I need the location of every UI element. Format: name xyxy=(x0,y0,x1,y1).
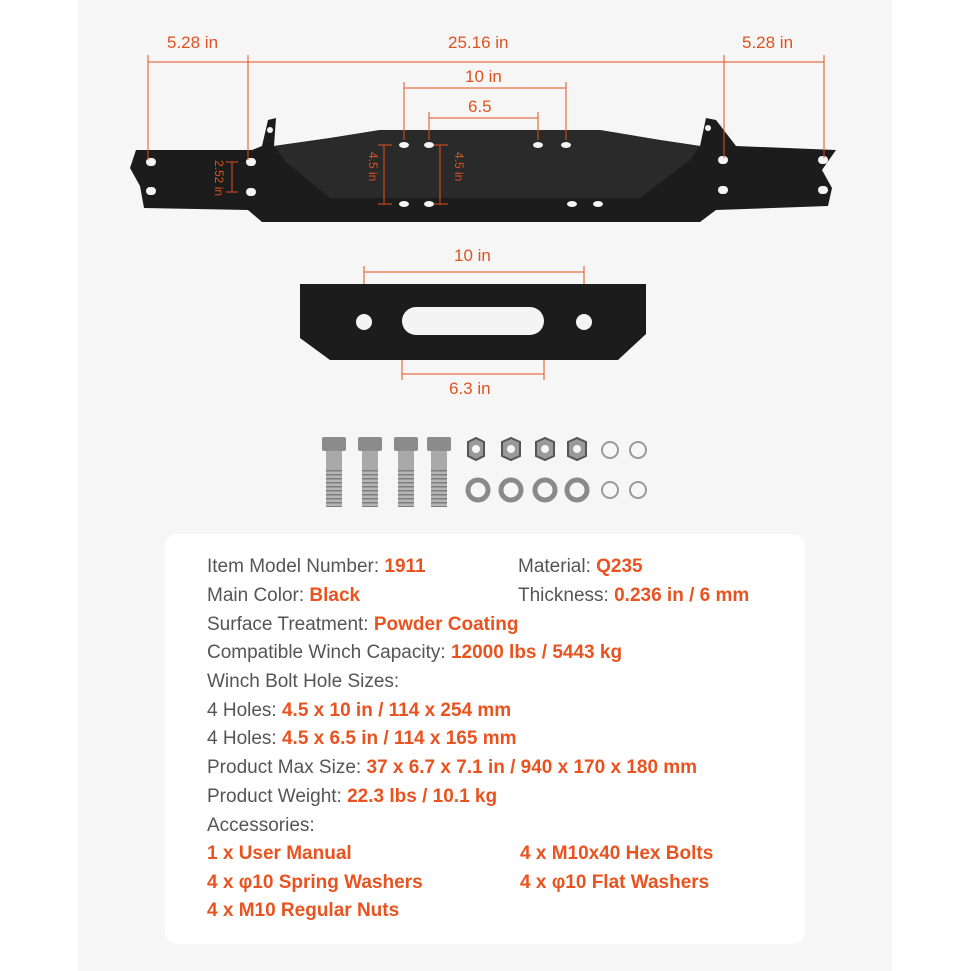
spec-holes-1: 4 Holes: 4.5 x 10 in / 114 x 254 mm xyxy=(207,700,512,721)
dim-side-hole-spacing: 2.52 in xyxy=(212,160,226,197)
hex-bolts xyxy=(322,437,451,507)
dim-fairlead-slot-width: 6.3 in xyxy=(449,379,491,398)
spring-washers xyxy=(602,442,646,498)
spec-surface: Surface Treatment: Powder Coating xyxy=(207,614,519,635)
dim-left-width: 5.28 in xyxy=(167,33,219,52)
dim-bolt-spacing-outer: 10 in xyxy=(465,67,502,86)
fairlead-plate xyxy=(300,284,646,360)
spec-thickness: Thickness: 0.236 in / 6 mm xyxy=(518,585,750,606)
winch-mount-plate xyxy=(130,118,836,222)
dim-fairlead-hole-spacing: 10 in xyxy=(454,246,491,265)
spec-weight: Product Weight: 22.3 lbs / 10.1 kg xyxy=(207,786,498,807)
spec-color: Main Color: Black xyxy=(207,585,361,606)
accessory-item: 1 x User Manual xyxy=(207,843,352,864)
spec-accessories: Accessories: xyxy=(207,815,315,836)
regular-nuts xyxy=(468,438,586,460)
accessory-item: 4 x M10 Regular Nuts xyxy=(207,900,400,921)
spec-max-size: Product Max Size: 37 x 6.7 x 7.1 in / 940 x 170 x 180 mm xyxy=(207,757,698,778)
spec-holes-2: 4 Holes: 4.5 x 6.5 in / 114 x 165 mm xyxy=(207,728,517,749)
dim-bolt-depth-left: 4.5 in xyxy=(366,152,380,182)
spec-model: Item Model Number: 1911 xyxy=(207,556,426,577)
flat-washers xyxy=(468,480,587,500)
dim-bolt-depth-right: 4.5 in xyxy=(452,152,466,182)
dim-right-width: 5.28 in xyxy=(742,33,794,52)
spec-bolt-sizes: Winch Bolt Hole Sizes: xyxy=(207,671,400,692)
accessory-item: 4 x φ10 Flat Washers xyxy=(520,872,710,893)
spec-capacity: Compatible Winch Capacity: 12000 lbs / 5443 kg xyxy=(207,642,623,663)
accessory-item: 4 x φ10 Spring Washers xyxy=(207,872,423,893)
dim-total-width: 25.16 in xyxy=(448,33,509,52)
dim-bolt-spacing-inner: 6.5 xyxy=(468,97,492,116)
spec-material: Material: Q235 xyxy=(518,556,643,577)
accessory-item: 4 x M10x40 Hex Bolts xyxy=(520,843,714,864)
